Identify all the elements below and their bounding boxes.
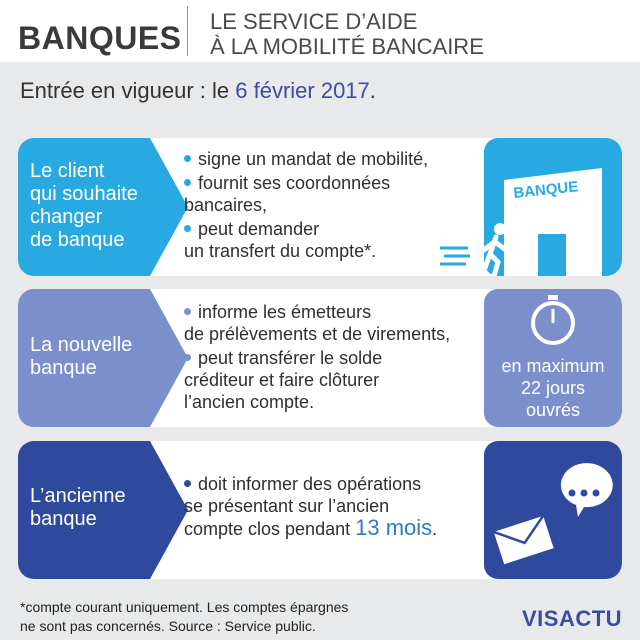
footnote-line: ne sont pas concernés. Source : Service public. [20,618,316,634]
delay-icon-panel [484,289,622,427]
page-title: BANQUES [18,20,182,56]
list-item [184,347,450,413]
list-item [184,148,428,170]
bullet-dot-icon [184,480,191,487]
subtitle-line-1: LE SERVICE D’AIDE [210,9,418,34]
section-old-bank-label [30,485,126,531]
bullet-dot-icon [184,225,191,232]
footnote-line: *compte courant uniquement. Les comptes épargnes [20,599,349,615]
section-new-bank [18,289,622,427]
list-item [184,218,428,262]
delay-line: 22 jours [520,378,586,398]
bullet-dot-icon [184,155,191,162]
section-old-bank-bullets [184,473,437,542]
delay-line: en maximum [501,356,605,376]
label-line: banque [30,357,97,379]
footnote [20,598,348,636]
bullet-text: peut transférer le solde [198,348,383,368]
clock-icon [528,295,578,347]
label-line: banque [30,508,97,530]
bullet-text: compte clos pendant [184,519,356,539]
date-suffix: . [369,78,376,103]
envelope-chat-icon [484,441,622,579]
list-item [184,473,437,540]
message-icon-panel [484,441,622,579]
bullet-text: doit informer des opérations [198,474,422,494]
effective-date: 6 février 2017 [235,78,370,103]
bullet-text: se présentant sur l’ancien [184,496,390,516]
delay-text [484,355,622,421]
bullet-text: l’ancien compte. [184,392,315,412]
subtitle-line-2: À LA MOBILITÉ BANCAIRE [210,34,484,59]
label-line: changer [30,206,103,228]
bullet-text: peut demander [198,219,320,239]
list-item [184,172,428,216]
brand-logo: VISACTU [522,606,623,631]
delay-line: ouvrés [525,400,581,420]
section-client-bullets [184,148,428,264]
bank-sign-text: BANQUE [512,178,580,202]
bullet-dot-icon [184,179,191,186]
effective-date-line [20,78,376,104]
section-new-bank-label [30,334,132,380]
label-line: de banque [30,229,125,251]
bullet-text: fournit ses coordonnées [198,173,391,193]
label-line: L’ancienne [30,485,126,507]
section-client [18,138,622,276]
label-line: La nouvelle [30,334,133,356]
list-item [184,301,450,345]
bullet-text: . [432,519,438,539]
date-prefix: Entrée en vigueur : le [20,78,236,103]
label-line: Le client [30,160,105,182]
bullet-text: bancaires, [184,195,268,215]
bullet-text: un transfert du compte*. [184,241,377,261]
page-subtitle [210,9,484,59]
label-line: qui souhaite [30,183,138,205]
bullet-text: informe les émetteurs [198,302,372,322]
header-divider [187,6,188,56]
walking-person-icon [418,220,518,276]
bullet-dot-icon [184,308,191,315]
bullet-text: de prélèvements et de virements, [184,324,451,344]
header [0,0,640,62]
bullet-dot-icon [184,354,191,361]
duration-highlight: 13 mois [355,515,433,540]
section-client-label [30,160,138,252]
section-new-bank-bullets [184,301,450,415]
section-old-bank [18,441,622,579]
bullet-text: créditeur et faire clôturer [184,370,380,390]
bullet-text: signe un mandat de mobilité, [198,149,429,169]
